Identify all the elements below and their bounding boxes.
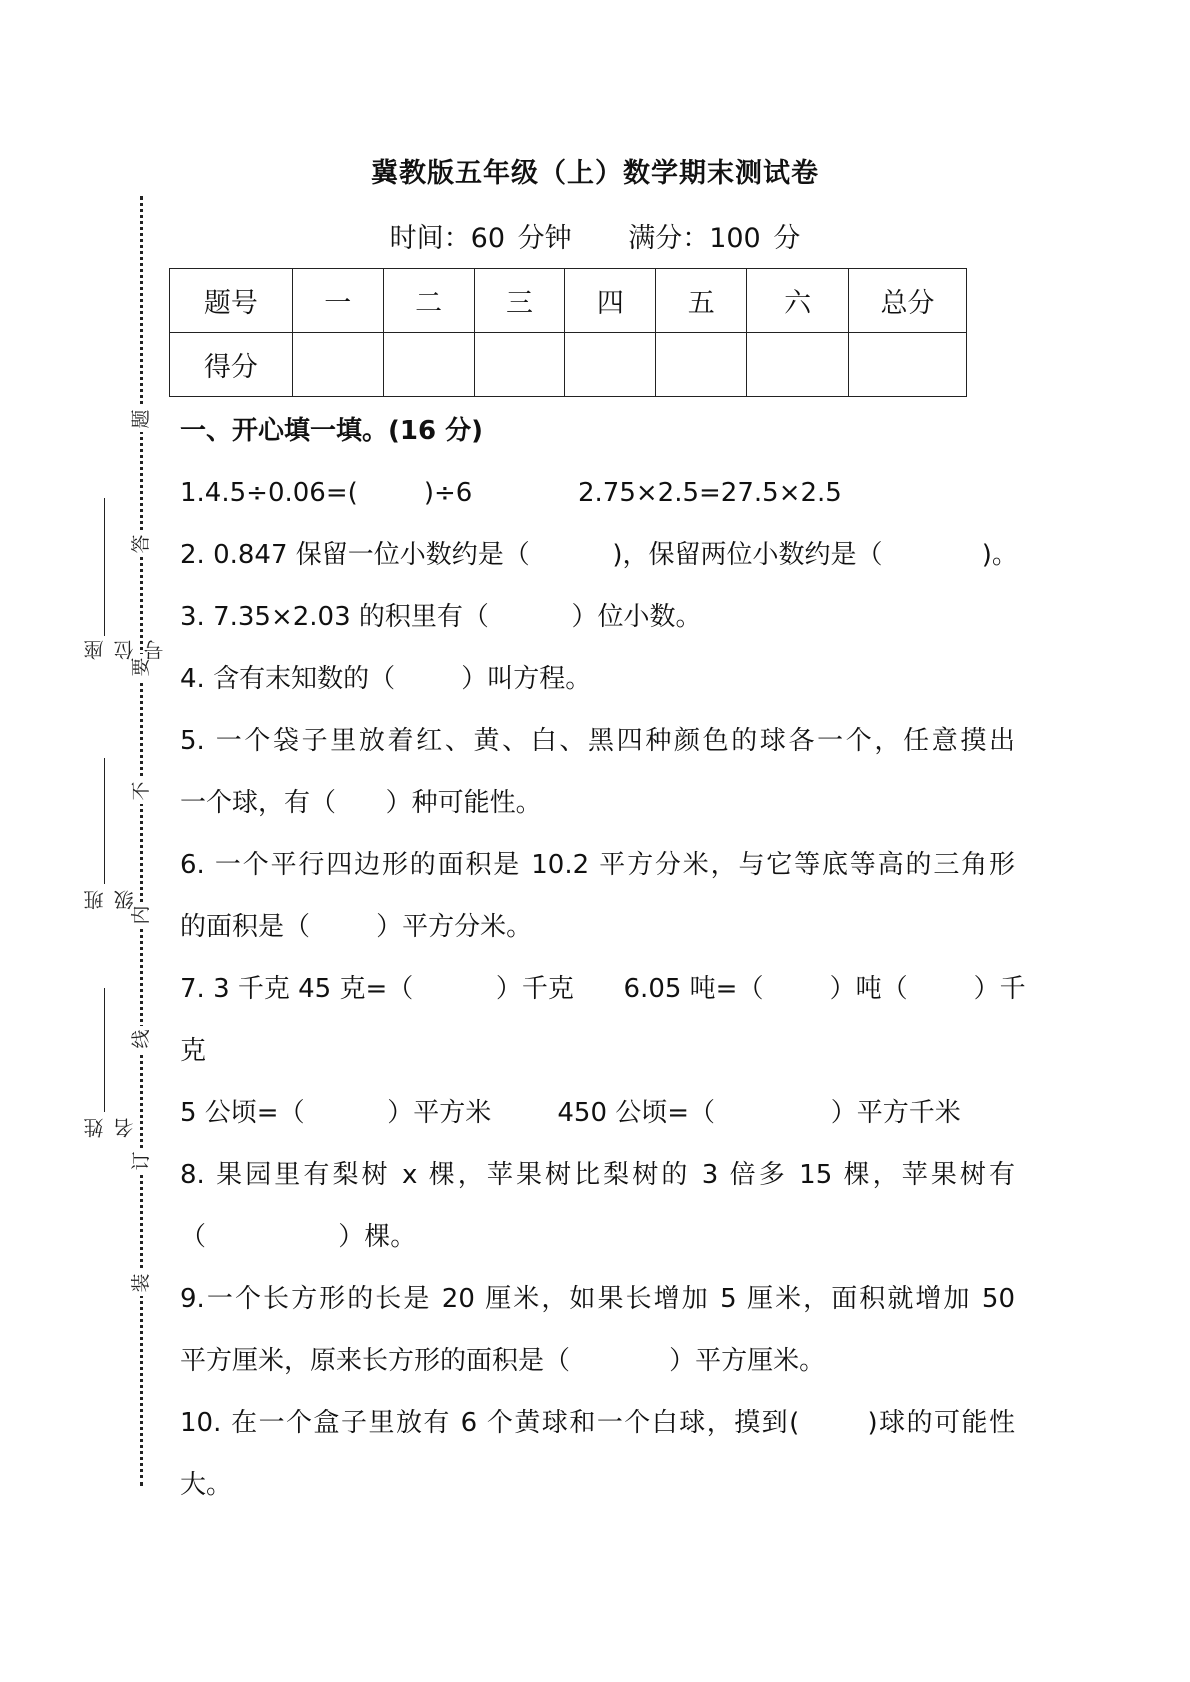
score-table xyxy=(169,268,967,397)
question-1-part-b: 2.75×2.5=27.5×2.5 xyxy=(578,478,842,508)
exam-info xyxy=(0,219,1190,259)
section-fill-in xyxy=(180,400,1026,1516)
question-3: 3. 7.35×2.03 的积里有（ ）位小数。 xyxy=(180,602,702,632)
question-7-line-2: 克 xyxy=(180,1036,207,1066)
question-1-part-a: 1.4.5÷0.06=( )÷6 xyxy=(180,478,473,508)
question-5-line-1: 5. 一个袋子里放着红、黄、白、黑四种颜色的球各一个，任意摸出 xyxy=(180,726,1015,756)
header-cell: 二 xyxy=(383,269,474,333)
question-7-line-3: 5 公顷=（ ）平方米 450 公顷=（ ）平方千米 xyxy=(180,1098,961,1128)
header-cell: 一 xyxy=(292,269,383,333)
header-cell: 总分 xyxy=(849,269,967,333)
header-cell: 六 xyxy=(747,269,849,333)
score-cell[interactable] xyxy=(292,333,383,397)
score-table-header-row xyxy=(170,269,967,333)
score-cell[interactable] xyxy=(474,333,565,397)
seat-number-label: 座位号 xyxy=(83,638,167,660)
binding-char: 订 xyxy=(128,1148,154,1174)
seat-number-line[interactable] xyxy=(104,498,105,636)
binding-char: 装 xyxy=(128,1270,154,1296)
class-line[interactable] xyxy=(104,758,105,884)
question-10-line-2: 大。 xyxy=(180,1470,233,1500)
question-4: 4. 含有末知数的（ ）叫方程。 xyxy=(180,664,592,694)
question-5-line-2: 一个球，有（ ）种可能性。 xyxy=(180,788,542,818)
question-8-line-2: （ ）棵。 xyxy=(180,1222,417,1252)
class-label: 班级 xyxy=(83,888,137,910)
section-heading: 一、开心填一填。(16 分) xyxy=(180,416,483,446)
score-cell[interactable] xyxy=(383,333,474,397)
score-cell[interactable] xyxy=(656,333,747,397)
binding-char: 内 xyxy=(128,902,154,928)
question-9-line-1: 9.一个长方形的长是 20 厘米，如果长增加 5 厘米，面积就增加 50 xyxy=(180,1284,1015,1314)
row-label-cell: 得分 xyxy=(170,333,293,397)
exam-full-score: 满分：100 分 xyxy=(628,223,801,254)
binding-char: 线 xyxy=(128,1026,154,1052)
question-7-line-1: 7. 3 千克 45 克=（ ）千克 6.05 吨=（ ）吨（ ）千 xyxy=(180,974,1026,1004)
score-table-score-row xyxy=(170,333,967,397)
binding-char: 不 xyxy=(128,778,154,804)
header-cell: 五 xyxy=(656,269,747,333)
page-title: 冀教版五年级（上）数学期末测试卷 xyxy=(371,158,819,189)
name-label: 姓名 xyxy=(83,1116,137,1138)
question-8-line-1: 8. 果园里有梨树 x 棵，苹果树比梨树的 3 倍多 15 棵，苹果树有 xyxy=(180,1160,1015,1190)
question-2: 2. 0.847 保留一位小数约是（ )，保留两位小数约是（ )。 xyxy=(180,540,1018,570)
exam-time: 时间：60 分钟 xyxy=(389,223,572,254)
question-1 xyxy=(180,462,1015,524)
header-cell: 三 xyxy=(474,269,565,333)
binding-char: 答 xyxy=(128,531,154,557)
binding-char: 要 xyxy=(128,654,154,680)
question-9-line-2: 平方厘米，原来长方形的面积是（ ）平方厘米。 xyxy=(180,1346,826,1376)
score-cell[interactable] xyxy=(747,333,849,397)
header-cell: 四 xyxy=(565,269,656,333)
question-6-line-2: 的面积是（ ）平方分米。 xyxy=(180,912,533,942)
question-10-line-1: 10. 在一个盒子里放有 6 个黄球和一个白球，摸到( )球的可能性 xyxy=(180,1408,1015,1438)
binding-char: 题 xyxy=(128,406,154,432)
score-cell[interactable] xyxy=(849,333,967,397)
name-line[interactable] xyxy=(104,988,105,1112)
header-cell: 题号 xyxy=(170,269,293,333)
question-6-line-1: 6. 一个平行四边形的面积是 10.2 平方分米，与它等底等高的三角形 xyxy=(180,850,1015,880)
score-cell[interactable] xyxy=(565,333,656,397)
